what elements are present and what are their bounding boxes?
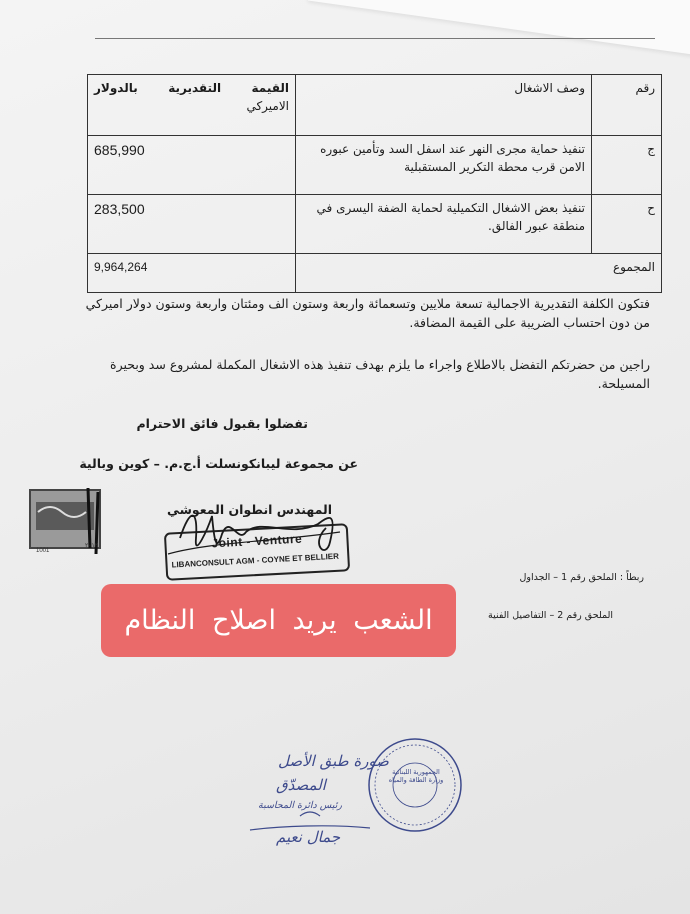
row-value-text: 685,990 bbox=[94, 142, 145, 158]
stamp-title: Joint - Venture bbox=[211, 531, 303, 551]
slogan-banner bbox=[101, 584, 456, 657]
stamp-company: LIBANCONSULT AGM - COYNE ET BELLIER bbox=[171, 551, 340, 570]
works-table bbox=[87, 74, 662, 293]
header-value-word-3: بالدولار bbox=[94, 81, 138, 95]
row-value bbox=[88, 136, 296, 195]
signature-icon bbox=[150, 498, 370, 578]
seal-line-2: وزارة الطاقة والمياه bbox=[388, 776, 444, 785]
header-value-word-4: الاميركي bbox=[246, 99, 289, 113]
certification-line-2: المصدّق bbox=[276, 776, 326, 794]
row-letter: ح bbox=[592, 195, 662, 254]
header-number: رقم bbox=[592, 75, 662, 136]
certification-line-1: صورة طبق الأصل bbox=[278, 752, 389, 770]
stamp-date: ٢٠١٢ bbox=[85, 543, 98, 549]
header-value-word-2: التقديرية bbox=[168, 81, 222, 95]
total-value: 9,964,264 bbox=[88, 254, 296, 293]
row-description: تنفيذ بعض الاشغال التكميلية لحماية الضفة اليسرى في منطقة عبور الفالق. bbox=[296, 195, 592, 254]
top-rule bbox=[95, 38, 655, 39]
row-description: تنفيذ حماية مجرى النهر عند اسفل السد وتأمين عبوره الامن قرب محطة التكرير المستقبلية bbox=[296, 136, 592, 195]
row-value bbox=[88, 195, 296, 254]
seal-line-1: الجمهورية اللبنانية bbox=[392, 768, 440, 776]
table-row bbox=[88, 195, 662, 254]
table-header-row bbox=[88, 75, 662, 136]
header-value-word-1: القيمة bbox=[251, 81, 289, 95]
official-seal-icon bbox=[366, 736, 464, 834]
closing-line: تفضلوا بقبول فائق الاحترام bbox=[136, 416, 308, 431]
attachment-2: الملحق رقم 2 – التفاصيل الفنية bbox=[488, 610, 613, 621]
cost-paragraph: فتكون الكلفة التقديرية الاجمالية تسعة ملايين وتسعمائة واربعة وستون الف ومئتان واربعة وستون دولار اميركي من دون احتساب الضريبة على القيمة المضافة. bbox=[85, 296, 650, 331]
certification-signer: جمال نعيم bbox=[276, 828, 341, 846]
header-value bbox=[88, 75, 296, 136]
header-description: وصف الاشغال bbox=[296, 75, 592, 136]
total-row bbox=[88, 254, 662, 293]
attachment-1: ربطاً : الملحق رقم 1 – الجداول bbox=[519, 572, 644, 583]
row-letter: ج bbox=[592, 136, 662, 195]
engineer-name: المهندس انطوان المعوشي bbox=[166, 502, 332, 517]
group-name: عن مجموعة ليبانكونسلت أ.ج.م. – كوين وبالية bbox=[79, 456, 358, 471]
slogan-text: الشعب يريد اصلاح النظام bbox=[124, 605, 433, 636]
certification-line-3: رئيس دائرة المحاسبة bbox=[258, 800, 342, 811]
table-row bbox=[88, 136, 662, 195]
request-paragraph: راجين من حضرتكم التفضل بالاطلاع واجراء ما يلزم بهدف تنفيذ هذه الاشغال المكملة لمشروع سد وبحيرة المسيلحة. bbox=[110, 357, 650, 392]
seal-text bbox=[388, 768, 444, 784]
page-fold bbox=[308, 0, 690, 59]
total-label: المجموع bbox=[296, 254, 662, 293]
row-value-text: 283,500 bbox=[94, 201, 145, 217]
stamp-date: 1001 bbox=[36, 548, 50, 554]
